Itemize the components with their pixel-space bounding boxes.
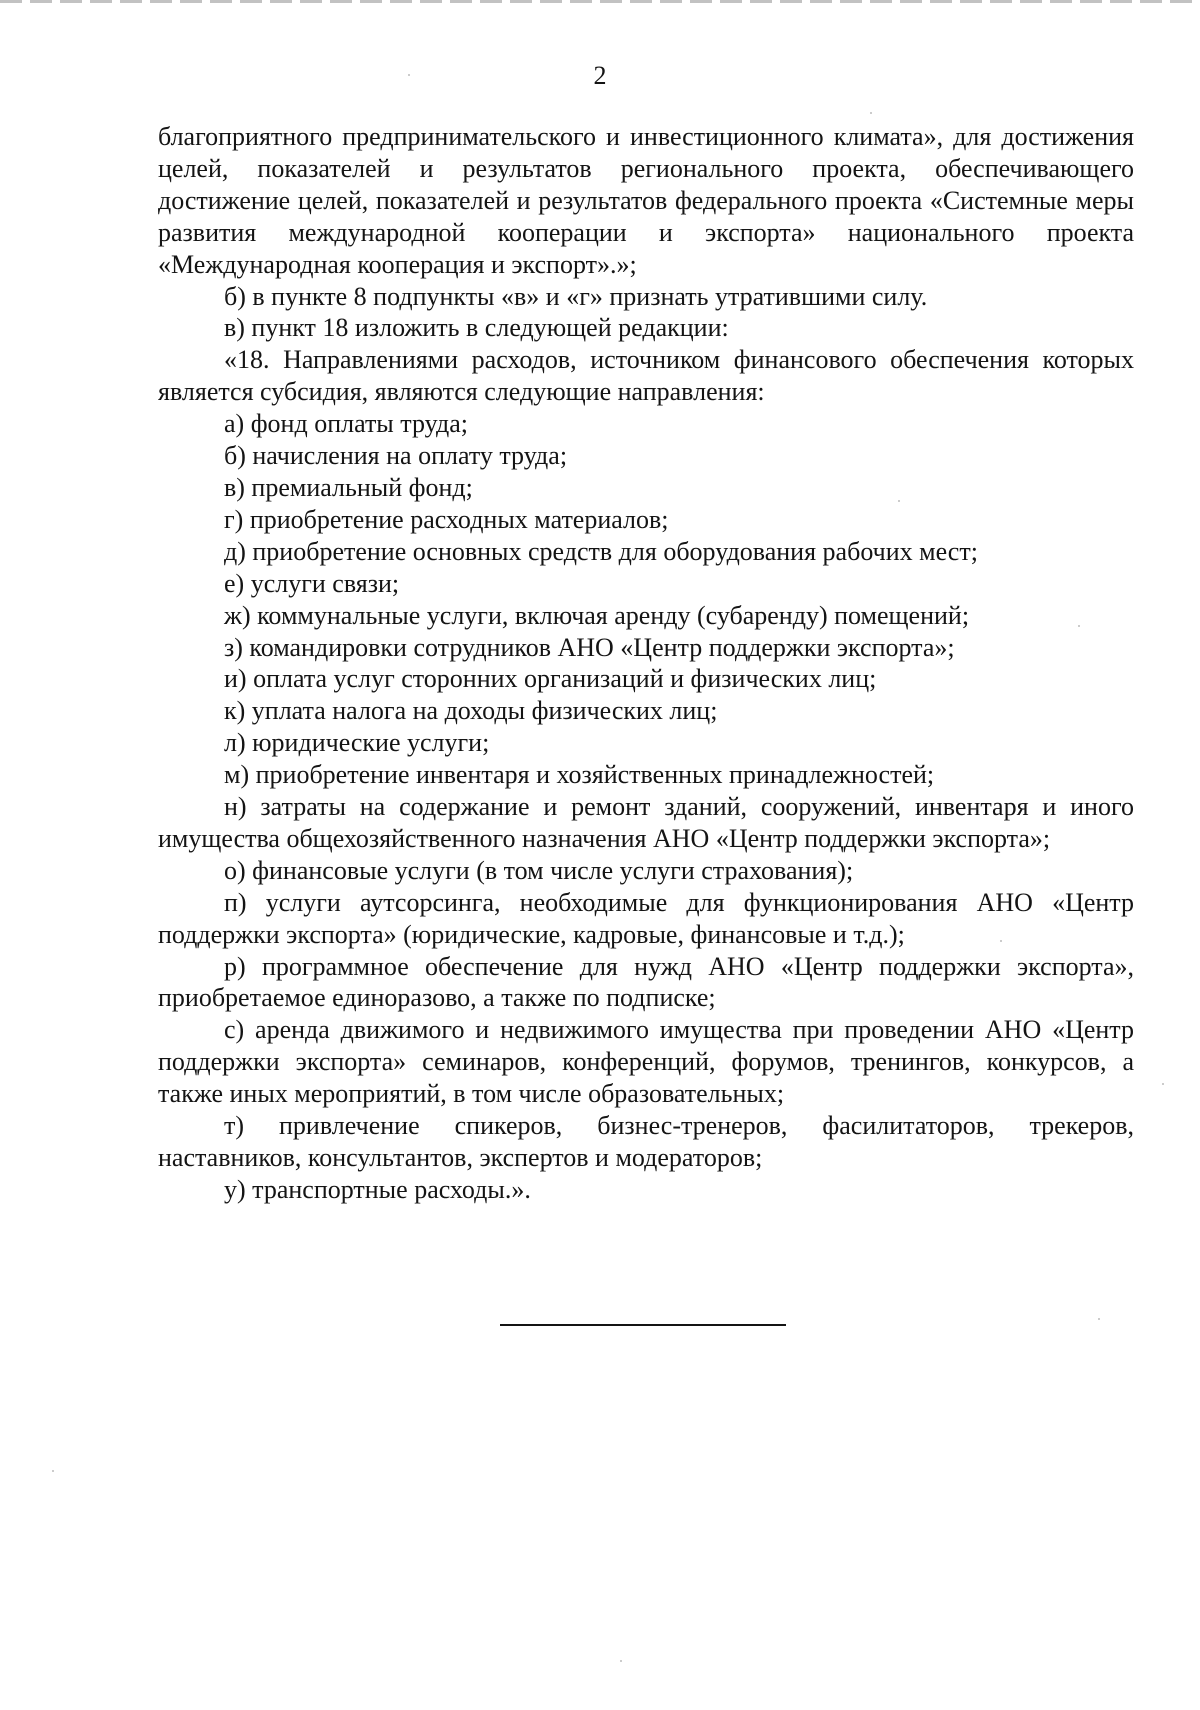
page-number: 2: [593, 61, 607, 90]
list-item-b: б) начисления на оплату труда;: [224, 441, 568, 471]
list-item-i: и) оплата услуг сторонних организаций и физических лиц;: [224, 664, 877, 694]
scan-speck: [1098, 1318, 1100, 1320]
list-item-o: о) финансовые услуги (в том числе услуги страхования);: [224, 855, 854, 885]
paragraph-continuation: благоприятного предпринимательского и инвестиционного климата», для достижения целей, показателей и результатов регионального проекта, обеспечивающего достижение целей, показателей и результатов федерального проекта «Системные меры развития международной кооперации и экспорта» национального проекта «Международная кооперация и экспорт».»;: [158, 122, 1134, 279]
list-item-l: л) юридические услуги;: [224, 728, 490, 758]
list-item-k: к) уплата налога на доходы физических лиц;: [224, 696, 718, 726]
scan-top-edge: [0, 0, 1200, 3]
scan-speck: [1000, 940, 1002, 942]
list-item-d: д) приобретение основных средств для оборудования рабочих мест;: [224, 536, 978, 566]
list-item-n: н) затраты на содержание и ремонт зданий, сооружений, инвентаря и иного имущества общехозяйственного назначения АНО «Центр поддержки экспорта»;: [158, 792, 1134, 853]
scan-speck: [870, 112, 872, 114]
list-item-p: п) услуги аутсорсинга, необходимые для функционирования АНО «Центр поддержки экспорта» (юридические, кадровые, финансовые и т.д.);: [158, 887, 1134, 949]
list-item-s: с) аренда движимого и недвижимого имущества при проведении АНО «Центр поддержки экспорта» семинаров, конференций, форумов, тренингов, конкурсов, а также иных мероприятий, в том числе образовательных;: [158, 1015, 1134, 1109]
scan-speck: [52, 1470, 54, 1472]
scan-speck: [620, 1660, 622, 1662]
list-item-a: а) фонд оплаты труда;: [224, 409, 468, 439]
scan-speck: [1078, 625, 1080, 627]
list-item-g: г) приобретение расходных материалов;: [224, 504, 669, 534]
paragraph-amendment-b: б) в пункте 8 подпункты «в» и «г» признать утратившими силу.: [224, 281, 928, 311]
scan-speck: [408, 74, 410, 76]
paragraph-item-18: «18. Направлениями расходов, источником финансового обеспечения которых является субсидия, являются следующие направления:: [158, 345, 1134, 407]
list-item-e: е) услуги связи;: [224, 568, 400, 598]
list-item-v: в) премиальный фонд;: [224, 472, 473, 502]
paragraph-amendment-v: в) пункт 18 изложить в следующей редакции:: [224, 313, 729, 343]
list-item-r: р) программное обеспечение для нужд АНО «Центр поддержки экспорта», приобретаемое единоразово, а также по подписке;: [158, 951, 1134, 1013]
list-item-z: з) командировки сотрудников АНО «Центр поддержки экспорта»;: [224, 632, 955, 662]
document-body: [158, 121, 1134, 1206]
scan-speck: [898, 500, 900, 502]
list-item-u: у) транспортные расходы.».: [224, 1174, 531, 1204]
list-item-m: м) приобретение инвентаря и хозяйственных принадлежностей;: [224, 760, 935, 790]
scan-speck: [1162, 1083, 1164, 1085]
list-item-zh: ж) коммунальные услуги, включая аренду (субаренду) помещений;: [224, 600, 970, 630]
list-item-t: т) привлечение спикеров, бизнес-тренеров, фасилитаторов, трекеров, наставников, консультантов, экспертов и модераторов;: [158, 1111, 1134, 1172]
end-of-text-rule: [500, 1324, 786, 1326]
